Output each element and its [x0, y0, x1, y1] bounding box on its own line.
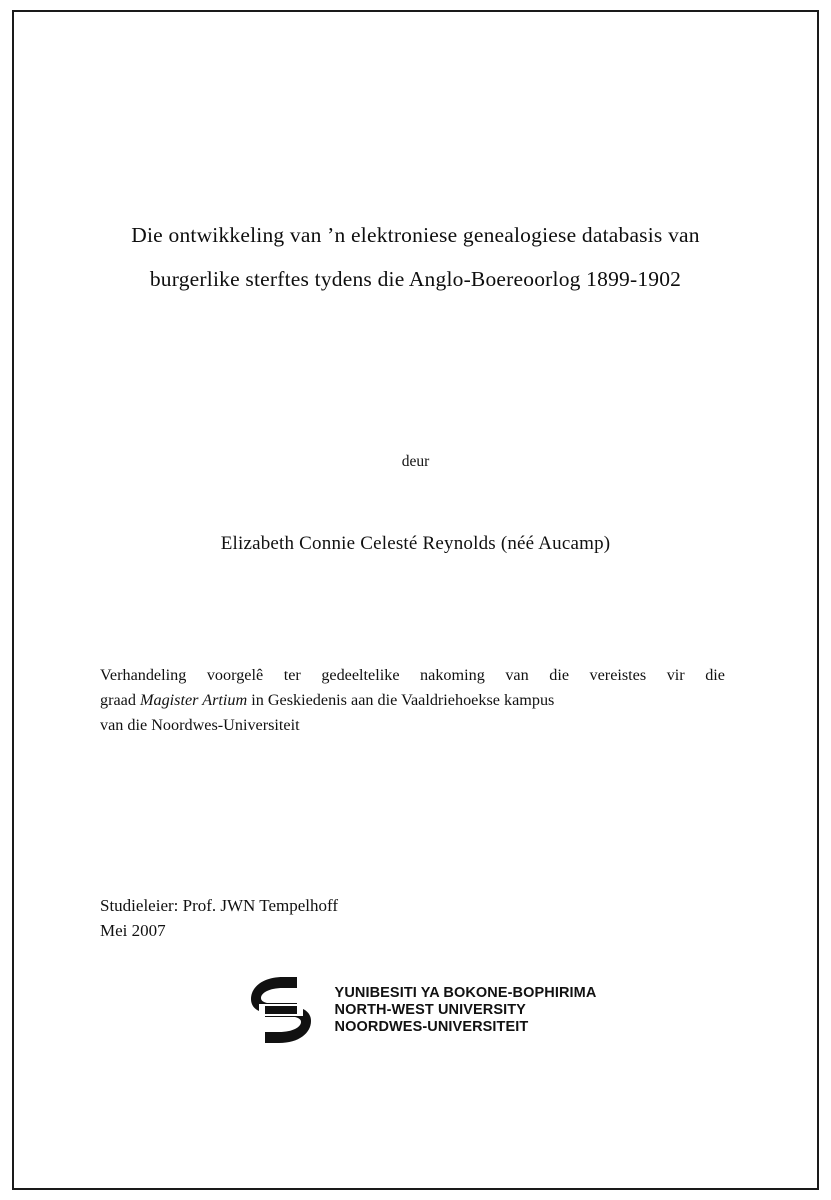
degree-statement-line-2-suffix: in Geskiedenis aan die Vaaldriehoekse kampus: [247, 691, 555, 709]
university-name-english: NORTH-WEST UNIVERSITY: [334, 1001, 526, 1018]
byline-label: deur: [401, 453, 430, 470]
degree-statement-line-2: [100, 688, 725, 713]
university-logo: [100, 973, 731, 1047]
degree-statement-line-3: van die Noordwes-Universiteit: [100, 716, 300, 734]
degree-name-italic: Magister Artium: [140, 691, 248, 709]
nwu-emblem-icon: [235, 973, 327, 1047]
degree-statement-line-2-prefix: graad: [100, 691, 140, 709]
supervisor-line: Studieleier: Prof. JWN Tempelhoff: [100, 896, 339, 915]
page-sheet: [30, 28, 801, 1172]
page-title: [100, 213, 731, 301]
degree-statement: [100, 663, 725, 738]
university-logo-text: [335, 985, 597, 1036]
page-content: [100, 28, 731, 1172]
university-name-afrikaans: NOORDWES-UNIVERSITEIT: [334, 1018, 529, 1035]
title-line-1: Die ontwikkeling van ’n elektroniese genealogiese databasis van: [131, 223, 700, 247]
degree-statement-line-1: Verhandeling voorgelê ter gedeeltelike nakoming van die vereistes vir die: [100, 666, 725, 684]
date-line: Mei 2007: [100, 921, 166, 940]
university-name-setswana: YUNIBESITI YA BOKONE-BOPHIRIMA: [334, 984, 597, 1001]
title-line-2: burgerlike sterftes tydens die Anglo-Boereoorlog 1899-1902: [149, 267, 682, 291]
author-name: Elizabeth Connie Celesté Reynolds (néé Aucamp): [220, 533, 611, 554]
